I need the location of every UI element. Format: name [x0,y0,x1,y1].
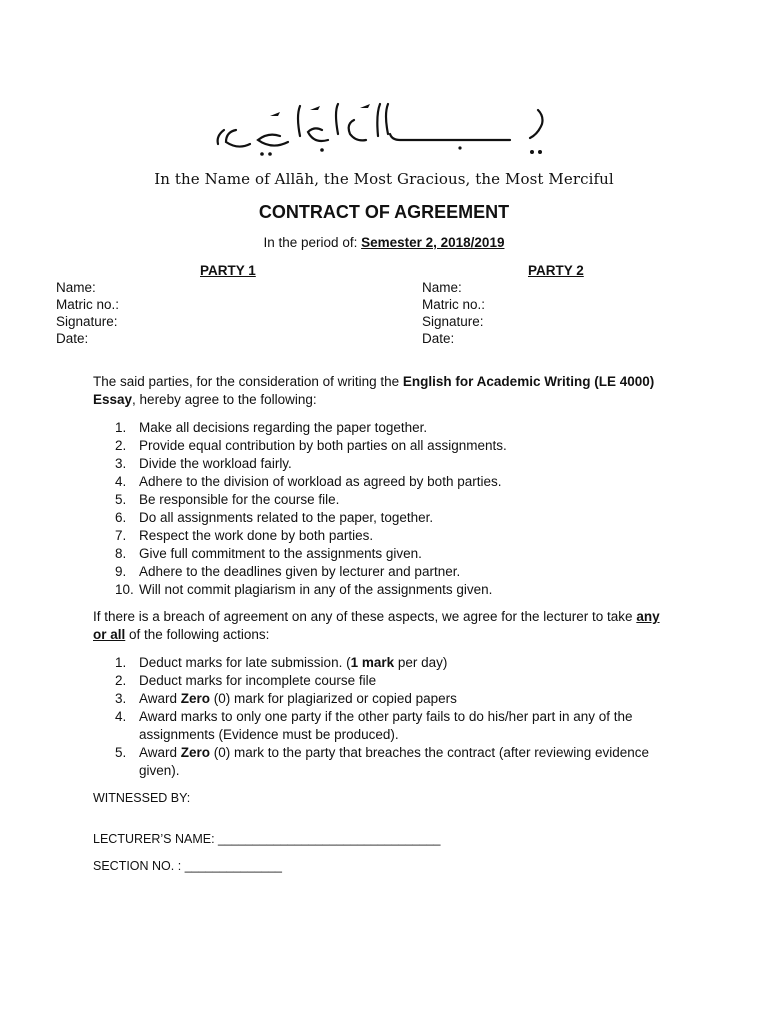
section-no-line [93,857,282,875]
item-text: Make all decisions regarding the paper together. [139,420,428,435]
intro-text-start: The said parties, for the consideration of writing the [93,374,403,389]
list-item [115,509,675,527]
period-line [0,234,768,252]
period-label: In the period of: [263,235,362,250]
item-number: 1. [115,420,127,435]
list-item [115,581,675,599]
item-number: 5. [115,492,127,507]
lecturer-name-line [93,830,441,848]
list-item [115,545,675,563]
item-emphasis: Zero [180,745,211,760]
item-text: Provide equal contribution by both parties on all assignments. [139,438,507,453]
witnessed-by-label: WITNESSED BY: [93,791,191,805]
breach-text-end: of the following actions: [125,627,270,642]
actions-list [115,654,675,780]
breach-paragraph [93,608,673,644]
party-1-heading: PARTY 1 [200,263,256,278]
party-2-signature-label: Signature: [422,314,484,329]
item-emphasis: 1 mark [350,655,395,670]
list-item [115,708,675,744]
item-text-start: Award [139,745,181,760]
section-no-blank: ______________ [184,859,283,873]
item-number: 2. [115,438,127,453]
party-2-name-label: Name: [422,280,462,295]
item-number: 9. [115,564,127,579]
item-text [139,690,675,708]
item-number: 3. [115,456,127,471]
agreement-list [115,419,675,599]
item-text: Be responsible for the course file. [139,492,340,507]
party-2-date-label: Date: [422,331,455,346]
item-text-start: Deduct marks for late submission. ( [139,655,351,670]
item-number: 4. [115,709,127,724]
item-number: 5. [115,745,127,760]
list-item [115,744,675,780]
item-text: Adhere to the deadlines given by lecturer and partner. [139,564,461,579]
list-item [115,473,675,491]
item-number: 6. [115,510,127,525]
list-item [115,419,675,437]
basmala-calligraphy [210,100,560,162]
list-item [115,654,675,672]
list-item [115,527,675,545]
item-number: 1. [115,655,127,670]
breach-text-start: If there is a breach of agreement on any of these aspects, we agree for the lecturer to take [93,609,637,624]
party-2-fields [422,279,485,347]
item-number: 3. [115,691,127,706]
item-text-end: (0) mark for plagiarized or copied papers [210,691,457,706]
item-text: Do all assignments related to the paper, together. [139,510,434,525]
item-text: Respect the work done by both parties. [139,528,374,543]
party-2-heading: PARTY 2 [528,263,584,278]
item-text: Divide the workload fairly. [139,456,292,471]
party-1-fields [56,279,119,347]
item-text: Adhere to the division of workload as agreed by both parties. [139,474,502,489]
item-number: 10. [115,582,134,597]
item-number: 4. [115,474,127,489]
course-name: English for Academic Writing (LE 4000) Essay [93,374,655,407]
section-no-label: SECTION NO. : [93,859,185,873]
item-emphasis: Zero [180,691,211,706]
item-text-end: (0) mark to the party that breaches the contract (after reviewing evidence given). [139,745,650,778]
item-text-start: Deduct marks for incomplete course file [139,673,377,688]
party-1-date-label: Date: [56,331,89,346]
item-text-end: per day) [394,655,448,670]
list-item [115,672,675,690]
item-text: Give full commitment to the assignments given. [139,546,422,561]
basmala-translation: In the Name of Allāh, the Most Gracious, the Most Merciful [154,170,614,188]
intro-paragraph [93,373,673,409]
item-text-start: Award [139,691,181,706]
lecturer-name-blank: ________________________________ [218,832,441,846]
item-text [139,708,675,744]
list-item [115,690,675,708]
period-value: Semester 2, 2018/2019 [361,235,505,250]
item-text-start: Award marks to only one party if the other party fails to do his/her part in any of the assignments (Evidence must be produced). [139,709,633,742]
item-text: Will not commit plagiarism in any of the assignments given. [139,582,493,597]
list-item [115,455,675,473]
item-text [139,654,675,672]
item-number: 2. [115,673,127,688]
party-1-matric-label: Matric no.: [56,297,120,312]
contract-title: CONTRACT OF AGREEMENT [258,202,510,222]
party-2-matric-label: Matric no.: [422,297,486,312]
item-text [139,672,675,690]
lecturer-name-label: LECTURER’S NAME: [93,832,219,846]
intro-text-end: , hereby agree to the following: [132,392,317,407]
item-text [139,744,675,780]
party-1-signature-label: Signature: [56,314,118,329]
item-number: 8. [115,546,127,561]
item-number: 7. [115,528,127,543]
party-1-name-label: Name: [56,280,96,295]
list-item [115,491,675,509]
breach-emphasis: any or all [93,609,660,642]
list-item [115,563,675,581]
list-item [115,437,675,455]
